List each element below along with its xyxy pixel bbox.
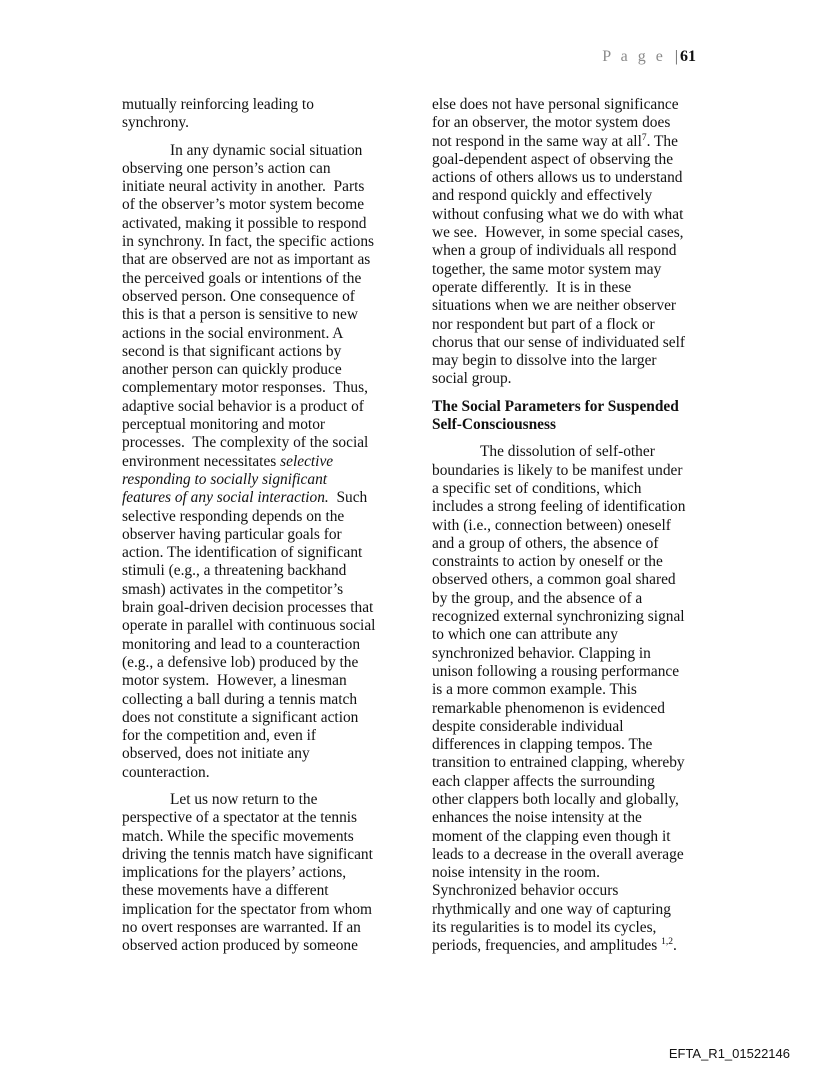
text-line: selective responding depends on the (122, 507, 345, 525)
text-line: includes a strong feeling of identification (432, 498, 686, 516)
text-line: nor respondent but part of a flock or (432, 315, 655, 333)
text-line: is a more common example. This (432, 681, 637, 699)
text-segment: Such (328, 489, 368, 507)
section-heading (432, 398, 732, 435)
text-line: Let us now return to the (170, 790, 318, 808)
text-line: observed person. One consequence of (122, 287, 355, 305)
text-line: differences in clapping tempos. The (432, 736, 653, 754)
text-line: perceptual monitoring and motor (122, 416, 326, 434)
text-line: this is that a person is sensitive to new (122, 306, 358, 324)
text-line: for an observer, the motor system does (432, 114, 671, 132)
text-line: motor system. However, a linesman (122, 672, 347, 690)
paragraph (122, 142, 412, 782)
text-line: observer having particular goals for (122, 525, 342, 543)
text-line: of the observer’s motor system become (122, 196, 365, 214)
text-line: observing one person’s action can (122, 159, 331, 177)
text-line: these movements have a different (122, 882, 329, 900)
text-line: perspective of a spectator at the tennis (122, 809, 358, 827)
text-line: chorus that our sense of individuated self (432, 333, 686, 351)
text-line: moment of the clapping even though it (432, 827, 671, 845)
text-line: social group. (432, 370, 512, 388)
citation-superscript: 1,2 (661, 937, 673, 948)
text-line (122, 471, 412, 489)
text-line: we see. However, in some special cases, (432, 224, 684, 242)
text-segment: periods, frequencies, and amplitudes (432, 937, 662, 955)
text-line: for the competition and, even if (122, 727, 317, 745)
text-line: leads to a decrease in the overall average (432, 845, 684, 863)
text-line: unison following a rousing performance (432, 662, 680, 680)
text-line: observed others, a common goal shared (432, 571, 676, 589)
text-line: smash) activates in the competitor’s (122, 580, 344, 598)
text-line: The Social Parameters for Suspended (432, 397, 679, 415)
text-line: brain goal-driven decision processes that (122, 599, 374, 617)
text-line: constraints to action by oneself or the (432, 553, 663, 571)
text-line: implications for the players’ actions, (122, 864, 347, 882)
text-line: the perceived goals or intentions of the (122, 269, 362, 287)
text-line: mutually reinforcing leading to (122, 96, 314, 113)
text-line (432, 133, 732, 151)
paragraph (122, 791, 412, 956)
paragraph (432, 443, 732, 955)
page-label: P a g e (602, 48, 666, 65)
text-line: Self-Consciousness (432, 416, 556, 434)
text-line: rhythmically and one way of capturing (432, 900, 671, 918)
text-line (122, 489, 412, 507)
text-line: without confusing what we do with what (432, 205, 684, 223)
text-line: operate in parallel with continuous social (122, 617, 376, 635)
text-line: match. While the specific movements (122, 827, 354, 845)
text-line: remarkable phenomenon is evidenced (432, 699, 665, 717)
text-line: synchronized behavior. Clapping in (432, 644, 651, 662)
text-line: counteraction. (122, 763, 210, 781)
text-line: does not constitute a significant action (122, 708, 359, 726)
text-line: synchrony. (122, 114, 189, 132)
text-line: implication for the spectator from whom (122, 900, 373, 918)
text-line: and respond quickly and effectively (432, 187, 653, 205)
text-line: other clappers both locally and globally, (432, 790, 679, 808)
text-line: by the group, and the absence of a (432, 589, 643, 607)
text-line: action. The identification of significant (122, 544, 363, 562)
text-line: another person can quickly produce (122, 361, 342, 379)
paragraph (122, 96, 412, 133)
text-line: no overt responses are warranted. If an (122, 919, 361, 937)
citation-superscript: 7 (641, 132, 647, 143)
text-line: in synchrony. In fact, the specific actions (122, 233, 375, 251)
text-line: actions of others allows us to understand (432, 169, 683, 187)
page-separator: | (674, 48, 678, 65)
text-segment: environment necessitates (122, 452, 281, 470)
text-line: observed action produced by someone (122, 937, 358, 955)
text-line (432, 937, 732, 955)
text-line: monitoring and lead to a counteraction (122, 635, 361, 653)
italic-text: features of any social interaction. (122, 489, 329, 507)
italic-text: selective (280, 452, 334, 470)
text-line: activated, making it possible to respond (122, 214, 367, 232)
text-line: operate differently. It is in these (432, 278, 632, 296)
text-line: that are observed are not as important as (122, 251, 371, 269)
document-id: EFTA_R1_01522146 (668, 1046, 790, 1061)
left-column (122, 96, 412, 956)
text-line: enhances the noise intensity at the (432, 809, 642, 827)
right-column (432, 96, 732, 956)
text-segment: . The (646, 132, 678, 150)
page-header (602, 48, 696, 66)
text-line: else does not have personal significance (432, 96, 679, 113)
text-line: to which one can attribute any (432, 626, 618, 644)
text-line: its regularities is to model its cycles, (432, 919, 657, 937)
text-line: and a group of others, the absence of (432, 534, 659, 552)
text-line: driving the tennis match have significant (122, 845, 373, 863)
text-line: processes. The complexity of the social (122, 434, 369, 452)
text-line: boundaries is likely to be manifest under (432, 461, 683, 479)
text-line: actions in the social environment. A (122, 324, 344, 342)
text-line: each clapper affects the surrounding (432, 772, 655, 790)
text-line: complementary motor responses. Thus, (122, 379, 368, 397)
text-line: a specific set of conditions, which (432, 479, 642, 497)
text-segment: not respond in the same way at all (432, 132, 642, 150)
text-line: The dissolution of self-other (480, 443, 655, 461)
page-number: 61 (680, 48, 696, 65)
text-line: Synchronized behavior occurs (432, 882, 619, 900)
text-segment: . (672, 937, 677, 955)
paragraph (432, 96, 732, 389)
text-line (122, 453, 412, 471)
text-line: transition to entrained clapping, whereby (432, 754, 685, 772)
text-line: second is that significant actions by (122, 342, 342, 360)
text-line: despite considerable individual (432, 717, 624, 735)
text-line: initiate neural activity in another. Parts (122, 178, 365, 196)
text-line: with (i.e., connection between) oneself (432, 516, 671, 534)
text-line: noise intensity in the room. (432, 864, 600, 882)
text-line: (e.g., a defensive lob) produced by the (122, 653, 359, 671)
text-line: when a group of individuals all respond (432, 242, 677, 260)
text-line: adaptive social behavior is a product of (122, 397, 364, 415)
text-line: goal-dependent aspect of observing the (432, 150, 674, 168)
text-line: In any dynamic social situation (170, 141, 363, 159)
text-line: together, the same motor system may (432, 260, 662, 278)
text-line: situations when we are neither observer (432, 297, 677, 315)
text-line: recognized external synchronizing signal (432, 608, 685, 626)
text-line: may begin to dissolve into the larger (432, 352, 657, 370)
italic-text: responding to socially significant (122, 470, 328, 488)
text-line: collecting a ball during a tennis match (122, 690, 358, 708)
text-line: observed, does not initiate any (122, 745, 310, 763)
text-line: stimuli (e.g., a threatening backhand (122, 562, 347, 580)
